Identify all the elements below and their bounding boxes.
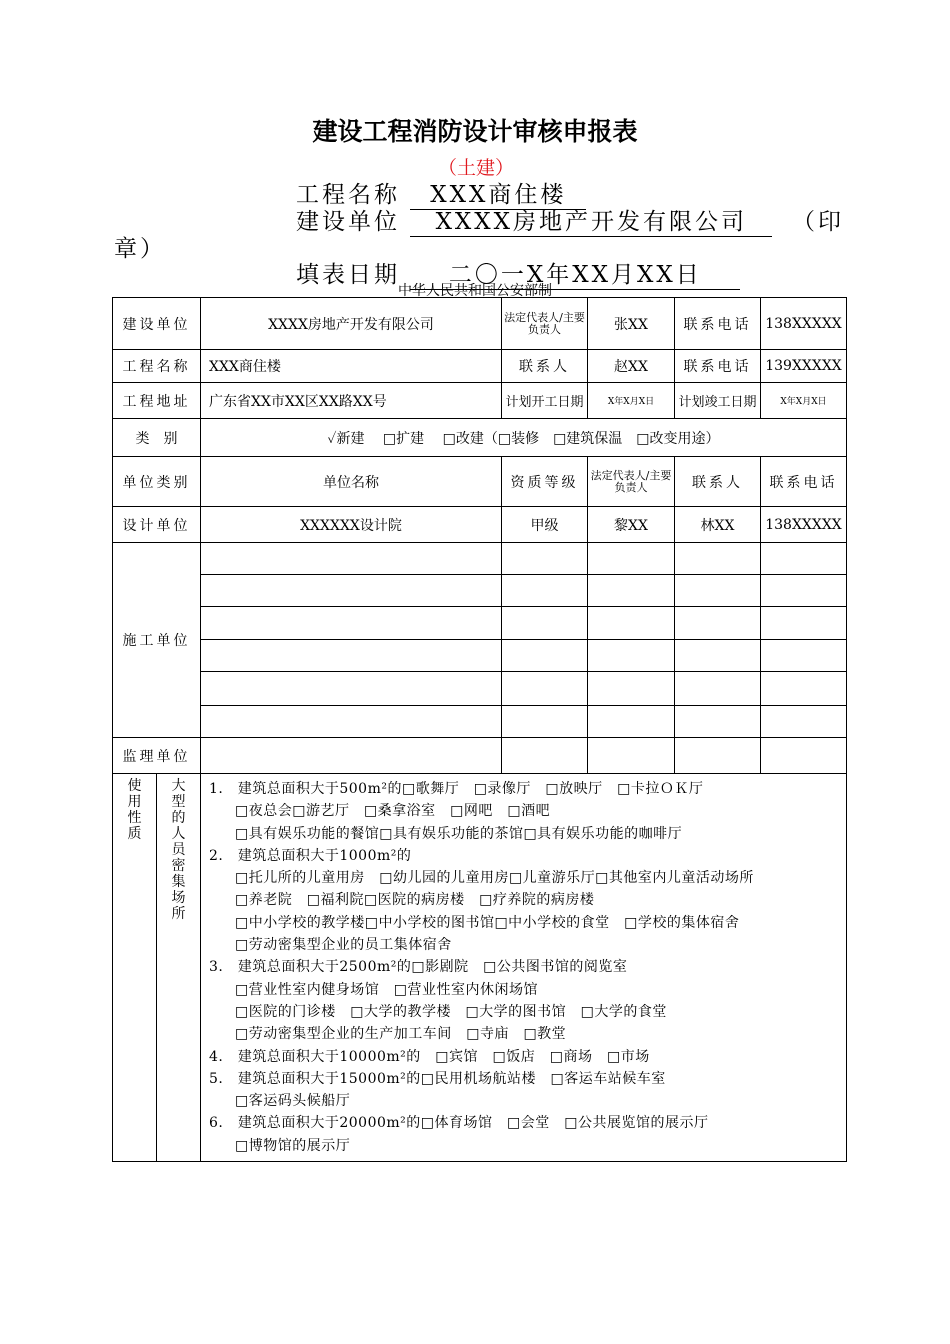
design-unit-phone: 138XXXXX [761,507,847,543]
project-name-value: XXX商住楼 [410,176,586,210]
supervision-cell [201,738,502,774]
usage-label: 使用性质 [113,774,157,1162]
usage-line: □劳动密集型企业的员工集体宿舍 [235,937,452,954]
seal-open-text: （印 [792,209,844,235]
construction-cell [675,672,761,706]
design-unit-rep: 黎XX [588,507,675,543]
fill-date-value: 二〇一X年XX月XX日 [410,256,740,290]
construction-cell [761,575,847,607]
design-unit-contact: 林XX [675,507,761,543]
supervision-cell [761,738,847,774]
phone-header: 联系电话 [761,457,847,507]
planned-finish-value: X年X月X日 [761,383,847,419]
builder-line [296,203,772,237]
builder-value: XXXX房地产开发有限公司 [410,203,772,237]
design-unit-qualification: 甲级 [502,507,588,543]
builder-row-rep: 张XX [588,298,675,350]
issuing-authority: 中华人民共和国公安部制 [398,283,552,299]
construction-cell [675,607,761,640]
construction-cell [761,607,847,640]
builder-row [113,298,847,350]
usage-line: □博物馆的展示厅 [235,1137,351,1154]
construction-cell [201,706,502,738]
builder-row-phone-label: 联系电话 [675,298,761,350]
builder-label: 建设单位 [296,209,400,235]
application-form-table [112,297,847,1162]
construction-cell [588,543,675,575]
supervision-cell [502,738,588,774]
design-unit-row [113,507,847,543]
usage-row [113,774,847,1162]
construction-cell [201,640,502,672]
page-title: 建设工程消防设计审核申报表 [312,117,638,146]
project-row [113,350,847,383]
page-subtitle: （土建） [438,157,515,179]
usage-line: □医院的门诊楼 □大学的教学楼 □大学的图书馆 □大学的食堂 [235,1003,667,1020]
construction-cell [502,640,588,672]
usage-details [201,774,847,1162]
rep-header: 法定代表人/主要负责人 [588,457,675,507]
address-row-label: 工程地址 [113,383,201,419]
construction-cell [761,672,847,706]
construction-cell [588,640,675,672]
planned-finish-label: 计划竣工日期 [675,383,761,419]
contact-header: 联系人 [675,457,761,507]
construction-cell [201,672,502,706]
construction-row [113,672,847,706]
construction-cell [201,575,502,607]
supervision-cell [588,738,675,774]
construction-cell [675,640,761,672]
unit-name-header: 单位名称 [201,457,502,507]
usage-line: □中小学校的教学楼□中小学校的图书馆□中小学校的食堂 □学校的集体宿舍 [235,914,740,931]
construction-cell [502,607,588,640]
builder-row-name: XXXX房地产开发有限公司 [201,298,502,350]
construction-cell [201,607,502,640]
design-unit-label: 设计单位 [113,507,201,543]
unit-type-header: 单位类别 [113,457,201,507]
category-options: ✓新建 □扩建 □改建（□装修 □建筑保温 □改变用途） [201,419,847,457]
project-row-phone: 139XXXXX [761,350,847,383]
project-row-contact: 赵XX [588,350,675,383]
usage-line: □养老院 □福利院□医院的病房楼 □疗养院的病房楼 [235,892,595,909]
construction-cell [761,706,847,738]
fill-date-label: 填表日期 [296,262,400,288]
construction-cell [588,706,675,738]
category-row [113,419,847,457]
construction-row [113,607,847,640]
construction-row [113,543,847,575]
usage-line: 6. 建筑总面积大于20000m²的□体育场馆 □会堂 □公共展览馆的展示厅 [209,1115,709,1132]
construction-row [113,575,847,607]
builder-row-rep-label: 法定代表人/主要负责人 [502,298,588,350]
supervision-unit-label: 监理单位 [113,738,201,774]
supervision-cell [675,738,761,774]
usage-line: 4. 建筑总面积大于10000m²的 □宾馆 □饭店 □商场 □市场 [209,1048,650,1065]
construction-cell [588,575,675,607]
construction-cell [502,543,588,575]
usage-line: □劳动密集型企业的生产加工车间 □寺庙 □教堂 [235,1026,567,1043]
address-row-value: 广东省XX市XX区XX路XX号 [201,383,502,419]
category-label: 类 别 [113,419,201,457]
construction-cell [502,575,588,607]
construction-row [113,640,847,672]
construction-cell [201,543,502,575]
construction-cell [675,575,761,607]
project-row-phone-label: 联系电话 [675,350,761,383]
usage-line: 5. 建筑总面积大于15000m²的□民用机场航站楼 □客运车站候车室 [209,1070,666,1087]
design-unit-name: XXXXXX设计院 [201,507,502,543]
project-row-name: XXX商住楼 [201,350,502,383]
qualification-header: 资质等级 [502,457,588,507]
planned-start-value: X年X月X日 [588,383,675,419]
usage-line: □营业性室内健身场馆 □营业性室内休闲场馆 [235,981,538,998]
builder-row-label: 建设单位 [113,298,201,350]
usage-line: □夜总会□游艺厅 □桑拿浴室 □网吧 □酒吧 [235,803,551,820]
project-row-label: 工程名称 [113,350,201,383]
builder-row-phone: 138XXXXX [761,298,847,350]
usage-line: 2. 建筑总面积大于1000m²的 [209,847,412,864]
usage-line: □具有娱乐功能的餐馆□具有娱乐功能的茶馆□具有娱乐功能的咖啡厅 [235,825,683,842]
construction-cell [761,640,847,672]
construction-cell [588,607,675,640]
unit-header-row [113,457,847,507]
construction-cell [761,543,847,575]
planned-start-label: 计划开工日期 [502,383,588,419]
construction-cell [675,543,761,575]
supervision-row [113,738,847,774]
usage-line: 3. 建筑总面积大于2500m²的□影剧院 □公共图书馆的阅览室 [209,959,628,976]
construction-cell [502,672,588,706]
construction-cell [675,706,761,738]
construction-row [113,706,847,738]
seal-close-text: 章） [114,236,166,262]
construction-cell [502,706,588,738]
crowd-place-label: 大型的人员密集场所 [157,774,201,1162]
usage-line: □托儿所的儿童用房 □幼儿园的儿童用房□儿童游乐厅□其他室内儿童活动场所 [235,870,754,887]
construction-unit-label: 施工单位 [113,543,201,738]
project-row-contact-label: 联系人 [502,350,588,383]
usage-line: □客运码头候船厅 [235,1093,351,1110]
construction-cell [588,672,675,706]
usage-line: 1. 建筑总面积大于500m²的□歌舞厅 □录像厅 □放映厅 □卡拉ＯＫ厅 [209,781,704,797]
address-row [113,383,847,419]
project-name-label: 工程名称 [296,182,400,208]
